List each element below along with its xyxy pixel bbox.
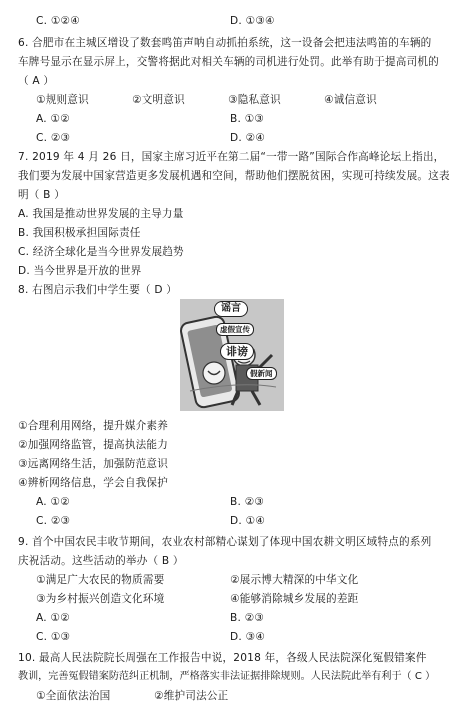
statement-2: ②维护司法公正: [154, 690, 229, 702]
q9-stem-line-1: 9. 首个中国农民丰收节期间，农业农村部精心谋划了体现中国农耕文明区域特点的系列: [18, 536, 432, 548]
option-b: B. ②③: [230, 496, 264, 508]
label-fake-news: 假新闻: [246, 367, 277, 380]
q8-statement-4: ④辨析网络信息，学会自我保护: [18, 477, 169, 489]
q7-stem-line-2: 我们要为发展中国家营造更多发展机遇和空间，帮助他们摆脱贫困，实现可持续发展。这表: [18, 170, 450, 182]
option-d: D. ②④: [230, 132, 265, 144]
statement-4: ④能够消除城乡发展的差距: [230, 593, 359, 605]
q7-answer: 明（ B ）: [18, 189, 65, 201]
q7-option-d: D. 当今世界是开放的世界: [18, 265, 142, 277]
q8-statement-3: ③远离网络生活，加强防范意识: [18, 458, 169, 470]
q8-statement-2: ②加强网络监管，提高执法能力: [18, 439, 169, 451]
q6-stem-line-2: 车牌号显示在显示屏上，交警将据此对相关车辆的司机进行处罚。此举有助于提高司机的: [18, 56, 439, 68]
statement-1: ①全面依法治国: [36, 690, 111, 702]
option-a: A. ①②: [36, 496, 70, 508]
q10-stem-line-1: 10. 最高人民法院院长周强在工作报告中说，2018 年，各级人民法院深化冤假错案件: [18, 652, 427, 664]
q9-stem-line-2: 庆祝活动。这些活动的举办（ B ）: [18, 555, 184, 567]
statement-3: ③为乡村振兴创造文化环境: [36, 593, 165, 605]
option-b: B. ①③: [230, 113, 264, 125]
speech-bubble-slander: 诽谤: [220, 343, 254, 360]
statement-2: ②展示博大精深的中华文化: [230, 574, 359, 586]
label-false-advertising: 虚假宣传: [216, 323, 254, 336]
statement-4: ④诚信意识: [324, 94, 377, 106]
statement-1: ①规则意识: [36, 94, 89, 106]
speech-bubble-rumor: 谣言: [214, 301, 248, 317]
statement-1: ①满足广大农民的物质需要: [36, 574, 165, 586]
statement-2: ②文明意识: [132, 94, 185, 106]
option-a: A. ①②: [36, 113, 70, 125]
q8-stem: 8. 右图启示我们中学生要（ D ）: [18, 284, 178, 296]
option-d: D. ③④: [230, 631, 265, 643]
statement-3: ③隐私意识: [228, 94, 281, 106]
q6-stem-line-1: 6. 合肥市在主城区增设了数套鸣笛声呐自动抓拍系统，这一设备会把违法鸣笛的车辆的: [18, 37, 432, 49]
q6-answer: （ A ）: [18, 75, 55, 87]
q7-stem-line-1: 7. 2019 年 4 月 26 日，国家主席习近平在第二届“一带一路”国际合作高峰论坛上指出，: [18, 151, 445, 163]
option-d: D. ①④: [230, 515, 265, 527]
q7-option-c: C. 经济全球化是当今世界发展趋势: [18, 246, 184, 258]
q8-statement-1: ①合理利用网络，提升媒介素养: [18, 420, 169, 432]
cartoon-figure: [180, 299, 284, 411]
option-d: D. ①③④: [230, 15, 275, 27]
option-c: C. ②③: [36, 132, 71, 144]
option-c: C. ①③: [36, 631, 71, 643]
q10-stem-line-2: 教训，完善冤假错案防范纠正机制，严格落实非法证据排除规则。人民法院此举有利于（ C ）: [18, 671, 436, 682]
option-c: C. ①②④: [36, 15, 80, 27]
option-a: A. ①②: [36, 612, 70, 624]
q7-option-a: A. 我国是推动世界发展的主导力量: [18, 208, 184, 220]
q7-option-b: B. 我国积极承担国际责任: [18, 227, 141, 239]
option-c: C. ②③: [36, 515, 71, 527]
option-b: B. ②③: [230, 612, 264, 624]
